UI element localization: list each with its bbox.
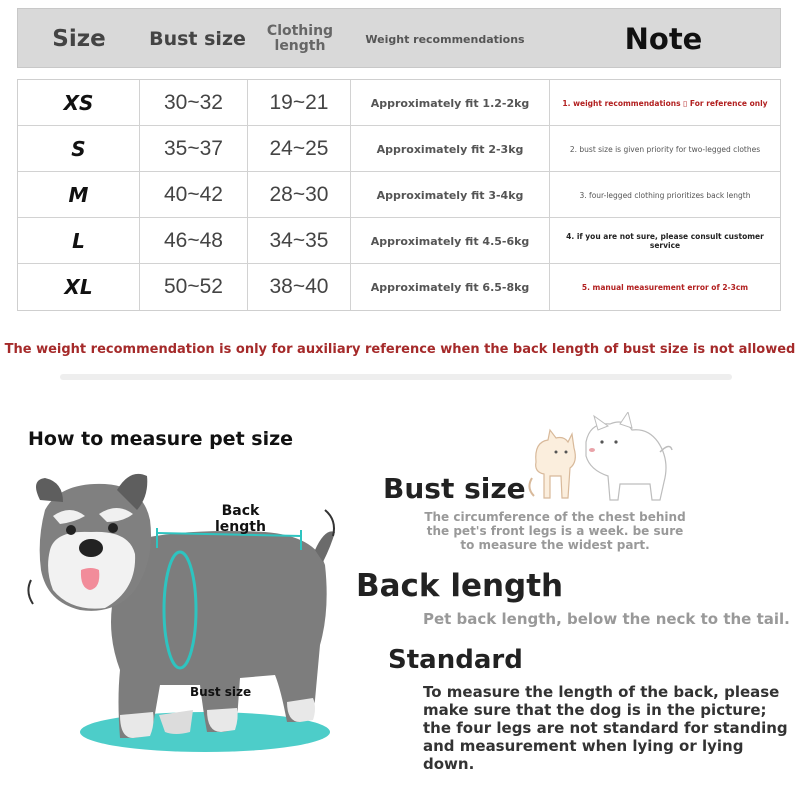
back-length-description: Pet back length, below the neck to the tail. <box>423 610 790 628</box>
back-length-label-line2: length <box>215 519 266 535</box>
header-clothing-length <box>255 9 345 69</box>
size-table <box>17 79 781 311</box>
bust-size-description: The circumference of the chest behind the pet's front legs is a week. be sure to measure the widest part. <box>424 510 686 552</box>
size-cell: S <box>18 126 140 172</box>
size-cell: XL <box>18 264 140 310</box>
weight-cell: Approximately fit 1.2-2kg <box>351 80 550 126</box>
note-cell: 5. manual measurement error of 2-3cm <box>581 282 749 292</box>
table-row <box>18 80 780 126</box>
bust-size-label: Bust size <box>190 685 252 699</box>
weight-cell: Approximately fit 3-4kg <box>351 172 550 218</box>
table-row <box>18 218 780 264</box>
table-row <box>18 126 780 172</box>
size-cell: M <box>18 172 140 218</box>
standard-description: To measure the length of the back, please make sure that the dog is in the picture; the four legs are not standard for standing and measurement when lying or lying down. <box>423 683 788 773</box>
weight-cell: Approximately fit 6.5-8kg <box>351 264 550 310</box>
dog-illustration-icon <box>25 470 355 770</box>
length-cell: 24~25 <box>248 126 351 172</box>
how-to-measure-title: How to measure pet size <box>28 428 294 450</box>
note-cell: 1. weight recommendations ▯ For reference only <box>562 98 768 108</box>
back-length-heading: Back length <box>356 568 564 604</box>
header-size: Size <box>52 26 106 52</box>
bust-cell: 40~42 <box>140 172 248 218</box>
bust-size-heading: Bust size <box>383 472 526 505</box>
cat-and-dog-sketch-icon <box>528 412 673 507</box>
note-cell: 2. bust size is given priority for two-legged clothes <box>569 144 761 154</box>
length-cell: 38~40 <box>248 264 351 310</box>
back-length-label-line1: Back <box>221 503 260 519</box>
size-table-header <box>17 8 781 68</box>
table-row <box>18 172 780 218</box>
weight-warning: The weight recommendation is only for auxiliary reference when the back length of bust size is not allowed <box>4 342 796 357</box>
bust-cell: 35~37 <box>140 126 248 172</box>
header-note: Note <box>624 22 703 56</box>
length-cell: 34~35 <box>248 218 351 264</box>
header-bust-size: Bust size <box>149 28 246 50</box>
header-clothing-line1: Clothing <box>266 23 334 39</box>
table-row <box>18 264 780 310</box>
length-cell: 28~30 <box>248 172 351 218</box>
back-length-label <box>215 503 266 535</box>
note-cell: 4. if you are not sure, please consult customer service <box>566 232 764 250</box>
header-weight: Weight recommendations <box>365 32 525 46</box>
note-cell: 3. four-legged clothing prioritizes back length <box>579 190 751 200</box>
length-cell: 19~21 <box>248 80 351 126</box>
standard-heading: Standard <box>388 645 523 675</box>
size-cell: L <box>18 218 140 264</box>
section-divider <box>60 374 732 380</box>
header-clothing-line2: length <box>274 38 326 54</box>
bust-cell: 46~48 <box>140 218 248 264</box>
bust-cell: 50~52 <box>140 264 248 310</box>
weight-cell: Approximately fit 2-3kg <box>351 126 550 172</box>
size-cell: XS <box>18 80 140 126</box>
bust-cell: 30~32 <box>140 80 248 126</box>
weight-cell: Approximately fit 4.5-6kg <box>351 218 550 264</box>
